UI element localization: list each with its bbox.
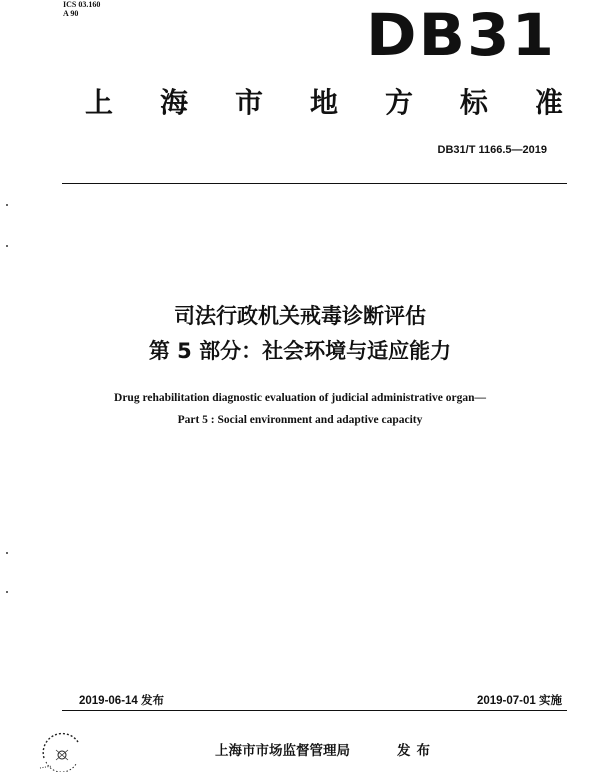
standard-type-char: 海	[159, 86, 188, 119]
db31-logo: DB31	[365, 1, 556, 69]
scan-speck	[6, 552, 8, 554]
official-seal-icon	[38, 728, 84, 772]
classification-codes	[63, 0, 100, 18]
standard-type-char: 市	[234, 86, 263, 119]
title-en-line1: Drug rehabilitation diagnostic evaluation of judicial administrative organ—	[114, 392, 486, 404]
standard-type-char: 上	[85, 86, 114, 119]
publisher-name: 上海市市场监督管理局	[215, 743, 350, 759]
issue-date: 2019-06-14 发布	[79, 695, 165, 707]
standard-code: DB31/T 1166.5—2019	[437, 144, 547, 156]
scan-speck	[6, 591, 8, 593]
bottom-divider	[62, 710, 567, 711]
standard-type-char: 准	[534, 86, 563, 119]
standard-type-char: 地	[309, 86, 338, 119]
title-en-line2: Part 5 : Social environment and adaptive capacity	[177, 414, 423, 426]
title-cn-line1: 司法行政机关戒毒诊断评估	[174, 304, 426, 328]
standard-type-char: 标	[459, 86, 488, 119]
title-cn-line2: 第 5 部分：社会环境与适应能力	[148, 339, 452, 363]
ics-code: ICS 03.160	[63, 0, 101, 9]
ccs-code: A 90	[63, 9, 79, 18]
implementation-date: 2019-07-01 实施	[476, 695, 562, 707]
top-divider	[62, 183, 567, 184]
scan-speck	[6, 245, 8, 247]
standard-type-char: 方	[384, 86, 413, 119]
scan-speck	[6, 204, 8, 206]
standard-type-heading	[85, 85, 563, 121]
publish-label: 发布	[397, 743, 436, 759]
